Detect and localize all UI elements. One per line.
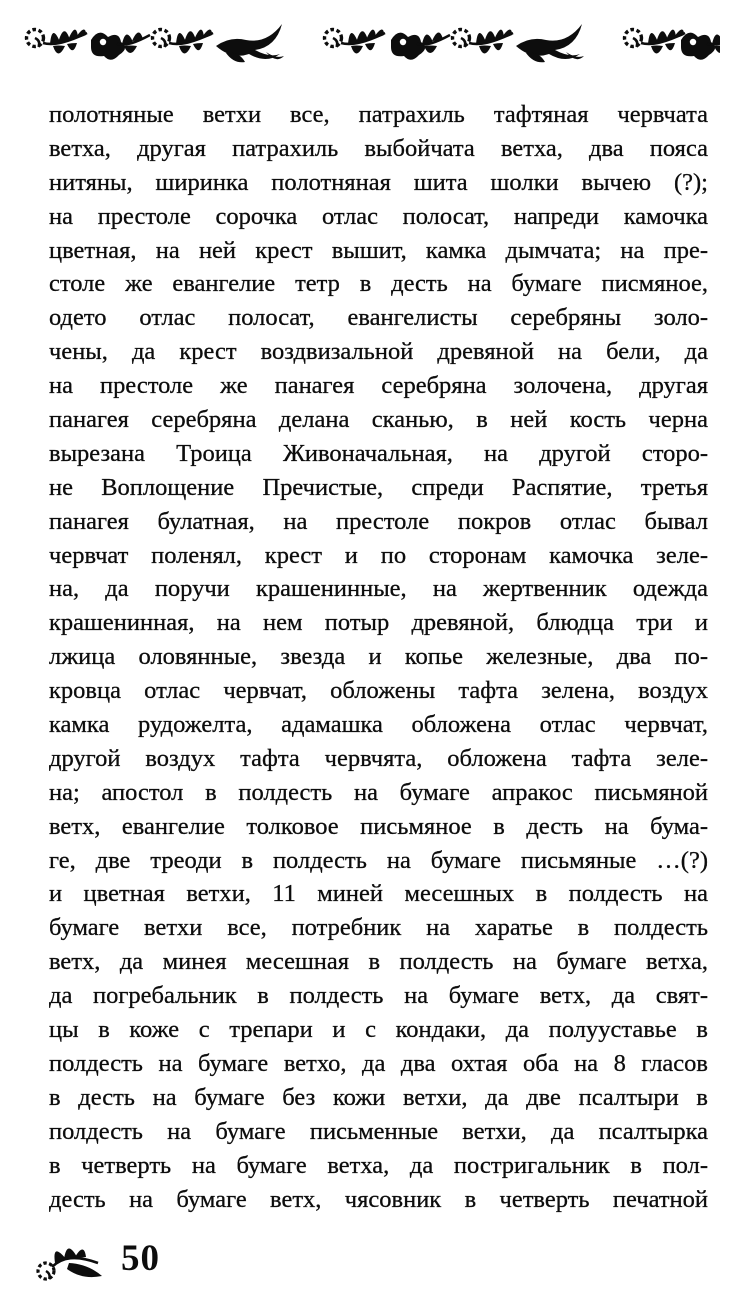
body-text [49,98,708,1216]
text-line: в четверть на бумаге ветха, да постригальник в пол- [49,1151,708,1179]
text-line: на престоле сорочка отлас полосат, напреди камочка [49,202,708,230]
text-line: столе же евангелие тетр в десть на бумаге писмяное, [49,270,708,298]
footer-sprig-icon [36,1234,106,1286]
text-line: полотняные ветхи все, патрахиль тафтяная червчата [49,101,708,128]
text-line: на престоле же панагея серебряна золочена, другая [49,372,708,400]
text-line: на, да поручи крашенинные, на жертвенник одежда [49,575,708,603]
text-line: другой воздух тафта червчята, обложена тафта зеле- [49,744,708,772]
text-line: цы в коже с трепари и с кондаки, да полууставье в [49,1016,708,1044]
text-line: да погребальник в полдесть на бумаге ветх, да свят- [49,982,708,1010]
text-line: цветная, на ней крест вышит, камка дымчата; на пре- [49,236,708,264]
text-line: чены, да крест воздвизальной древяной на бели, да [49,338,708,366]
text-line: нитяны, ширинка полотняная шита шолки вычею (?); [49,168,708,196]
page-footer [36,1232,160,1288]
text-line: лжица оловянные, звезда и копье железные, два по- [49,643,708,671]
text-line: камка рудожелта, адамашка обложена отлас червчат, [49,711,708,739]
text-line: панагея булатная, на престоле покров отлас бывал [49,507,708,535]
text-line: десть на бумаге ветх, чясовник в четверть печатной [49,1185,708,1213]
text-line: бумаге ветхи все, потребник на харатье в полдесть [49,914,708,942]
text-line: полдесть на бумаге ветхо, да два охтая оба на 8 гласов [49,1049,708,1077]
text-line: ге, две треоди в полдесть на бумаге письмяные …(?) [49,846,708,874]
text-line: в десть на бумаге без кожи ветхи, да две псалтыри в [49,1083,708,1111]
text-line: панагея серебряна делана сканью, в ней кость черна [49,406,708,434]
text-line: не Воплощение Пречистые, спреди Распятие, третья [49,473,708,501]
text-line: ветх, евангелие толковое письмяное в десть на бума- [49,812,708,840]
floral-border-ornament [24,10,720,68]
text-line: на; апостол в полдесть на бумаге апракос письмяной [49,778,708,806]
text-line: ветх, да минея месешная в полдесть на бумаге ветха, [49,948,708,976]
text-line: червчат поленял, крест и по сторонам камочка зеле- [49,541,708,569]
text-line: кровца отлас червчат, обложены тафта зелена, воздух [49,677,708,705]
text-line: и цветная ветхи, 11 миней месешных в полдесть на [49,880,708,908]
text-line: полдесть на бумаге письменные ветхи, да псалтырка [49,1117,708,1145]
page-number: 50 [121,1237,160,1279]
text-line: вырезана Троица Живоначальная, на другой сторо- [49,439,708,467]
text-line: одето отлас полосат, евангелисты серебряны золо- [49,304,708,332]
text-line: крашенинная, на нем потыр древяной, блюдца три и [49,609,708,637]
text-line: ветха, другая патрахиль выбойчата ветха, два пояса [49,134,708,162]
